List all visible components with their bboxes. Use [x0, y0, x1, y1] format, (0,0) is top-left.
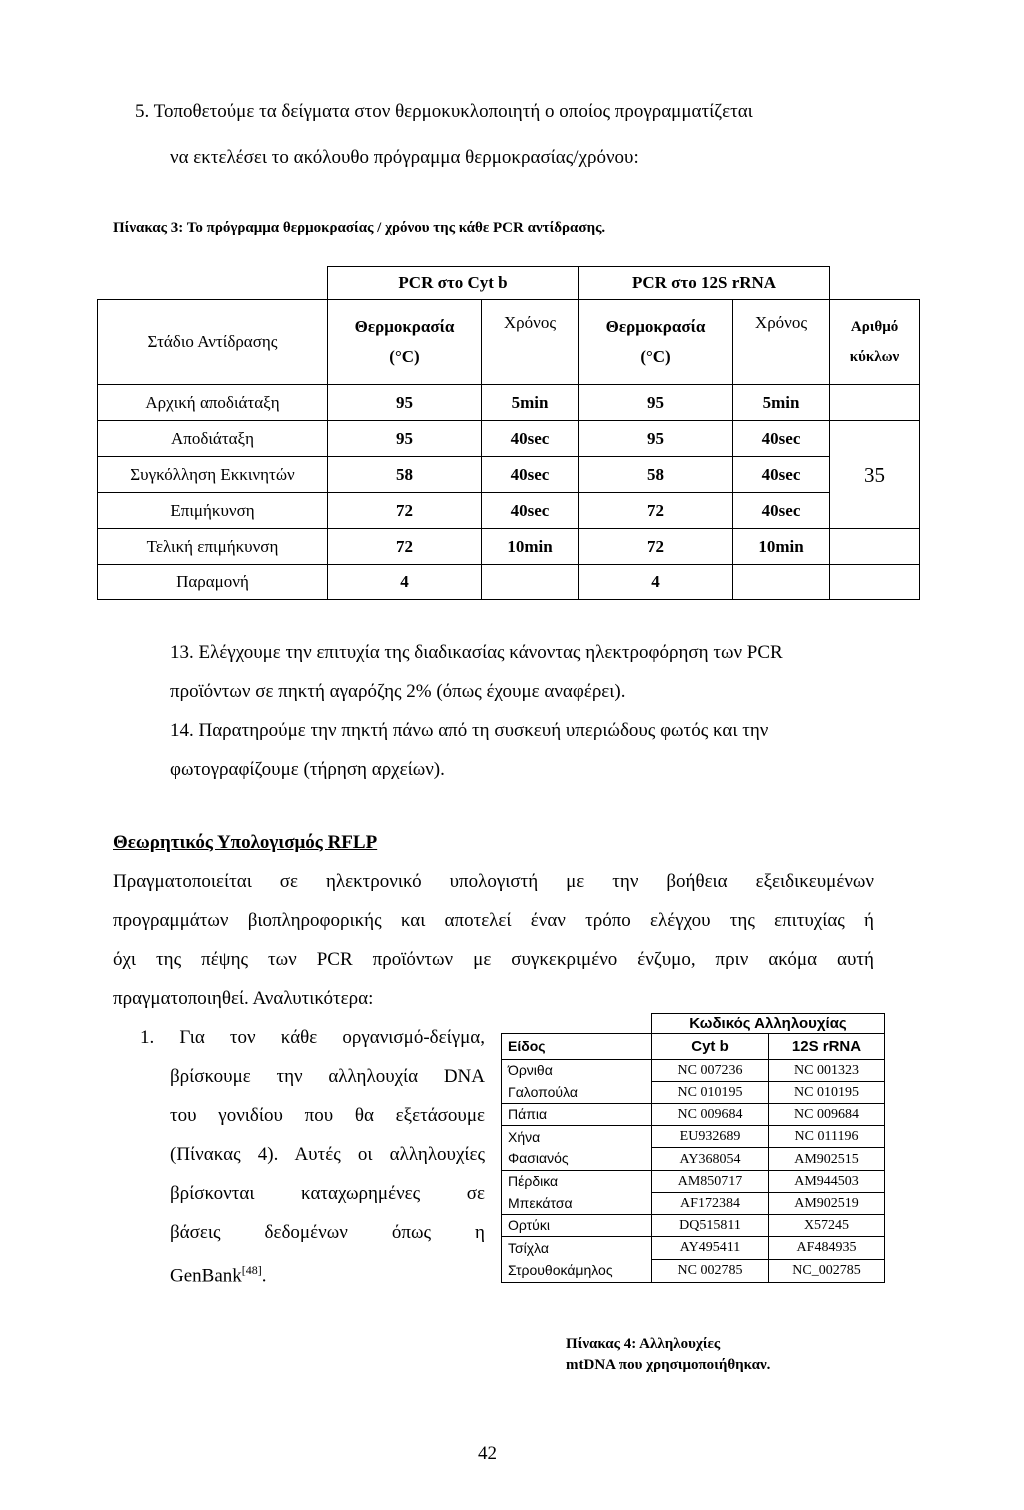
cytb-code-cell: AY495411: [652, 1237, 769, 1259]
s12-code-cell: NC 009684: [769, 1103, 885, 1125]
rflp-paragraph-line-4: πραγματοποιηθεί. Αναλυτικότερα:: [113, 988, 374, 1009]
cytb-code-cell: AF172384: [652, 1192, 769, 1214]
cycles-empty-cell: [830, 565, 920, 600]
s12-code-cell: AM902515: [769, 1148, 885, 1170]
s12-code-cell: NC_002785: [769, 1259, 885, 1282]
col-header-12s: 12S rRNA: [769, 1034, 885, 1059]
time-cell: 40sec: [733, 493, 830, 529]
temp-unit: (°C): [389, 347, 420, 366]
item-1-line-1: 1. Για τον κάθε οργανισμό-δείγμα,: [140, 1027, 485, 1048]
table-corner: [98, 267, 328, 300]
temp-cell: 58: [328, 457, 482, 493]
step-14-line-2: φωτογραφίζουμε (τήρηση αρχείων).: [170, 759, 445, 780]
item-1-line-6: βάσεις δεδομένων όπως η: [170, 1222, 485, 1243]
col-header-cytb: Cyt b: [652, 1034, 769, 1059]
species-cell: Τσίχλα: [502, 1237, 652, 1259]
species-cell: Ορτύκι: [502, 1215, 652, 1237]
time-cell: 40sec: [733, 421, 830, 457]
species-cell: Όρνιθα: [502, 1059, 652, 1081]
temp-cell: 95: [579, 385, 733, 421]
stage-cell: Αποδιάταξη: [98, 421, 328, 457]
step-13-line-2: προϊόντων σε πηκτή αγαρόζης 2% (όπως έχουμε αναφέρει).: [170, 681, 626, 702]
temp-cell: 95: [328, 385, 482, 421]
cycles-value: 35: [830, 421, 920, 529]
temp-label: Θερμοκρασία: [354, 317, 455, 336]
s12-code-cell: X57245: [769, 1215, 885, 1237]
cytb-code-cell: AM850717: [652, 1170, 769, 1192]
temp-cell: 4: [579, 565, 733, 600]
temp-cell: 72: [579, 493, 733, 529]
time-cell: 40sec: [482, 457, 579, 493]
cytb-code-cell: NC 009684: [652, 1103, 769, 1125]
time-cell: 40sec: [482, 493, 579, 529]
table-4-corner: [502, 1014, 652, 1034]
col-header-time-cytb: Χρόνος: [482, 300, 579, 385]
genbank-text: GenBank: [170, 1265, 242, 1287]
col-header-stage: Στάδιο Αντίδρασης: [98, 300, 328, 385]
rflp-paragraph-line-2: προγραμμάτων βιοπληροφορικής και αποτελεί έναν τρόπο ελέγχου της επιτυχίας ή: [113, 910, 874, 931]
species-cell: Γαλοπούλα: [502, 1081, 652, 1103]
group-header-12s: PCR στο 12S rRNA: [579, 267, 830, 300]
cycles-empty-cell: [830, 529, 920, 565]
temp-cell: 58: [579, 457, 733, 493]
stage-cell: Συγκόλληση Εκκινητών: [98, 457, 328, 493]
page-number: 42: [478, 1443, 497, 1464]
table-4-caption-line-2: mtDNA που χρησιμοποιήθηκαν.: [566, 1357, 771, 1373]
genbank-period: .: [261, 1265, 267, 1287]
cytb-code-cell: EU932689: [652, 1126, 769, 1148]
time-cell: 10min: [733, 529, 830, 565]
rflp-paragraph-line-1: Πραγματοποιείται σε ηλεκτρονικό υπολογιστή με την βοήθεια εξειδικευμένων: [113, 871, 874, 892]
temp-cell: 72: [328, 493, 482, 529]
step-5-line-1: 5. Τοποθετούμε τα δείγματα στον θερμοκυκλοποιητή ο οποίος προγραμματίζεται: [135, 101, 753, 122]
group-header-cytb: PCR στο Cyt b: [328, 267, 579, 300]
time-cell: 40sec: [733, 457, 830, 493]
item-1-line-3: του γονιδίου που θα εξετάσουμε: [170, 1105, 485, 1126]
table-3-caption: Πίνακας 3: Το πρόγραμμα θερμοκρασίας / χρόνου της κάθε PCR αντίδρασης.: [113, 220, 606, 236]
step-5-line-2: να εκτελέσει το ακόλουθο πρόγραμμα θερμοκρασίας/χρόνου:: [170, 147, 639, 168]
species-cell: Πέρδικα: [502, 1170, 652, 1192]
table-corner-right: [830, 267, 920, 300]
item-1-line-4: (Πίνακας 4). Αυτές οι αλληλουχίες: [170, 1144, 485, 1165]
s12-code-cell: AM944503: [769, 1170, 885, 1192]
col-header-temp-12s: [579, 300, 733, 385]
s12-code-cell: AF484935: [769, 1237, 885, 1259]
cytb-code-cell: DQ515811: [652, 1215, 769, 1237]
species-cell: Μπεκάτσα: [502, 1192, 652, 1214]
pcr-program-table: [97, 266, 920, 600]
time-cell: 40sec: [482, 421, 579, 457]
temp-cell: 72: [328, 529, 482, 565]
group-header-sequence-code: Κωδικός Αλληλουχίας: [652, 1014, 885, 1034]
rflp-paragraph-line-3: όχι της πέψης των PCR προϊόντων με συγκεκριμένο ένζυμο, πριν ακόμα αυτή: [113, 949, 874, 970]
table-4-caption-line-1: Πίνακας 4: Αλληλουχίες: [566, 1336, 721, 1352]
item-1-line-2: βρίσκουμε την αλληλουχία DNA: [170, 1066, 485, 1087]
rflp-heading: Θεωρητικός Υπολογισμός RFLP: [113, 832, 378, 853]
species-cell: Χήνα: [502, 1126, 652, 1148]
cytb-code-cell: NC 002785: [652, 1259, 769, 1282]
temp-cell: 95: [579, 421, 733, 457]
species-cell: Στρουθοκάμηλος: [502, 1259, 652, 1282]
s12-code-cell: NC 001323: [769, 1059, 885, 1081]
time-cell: 5min: [482, 385, 579, 421]
temp-cell: 72: [579, 529, 733, 565]
cytb-code-cell: NC 007236: [652, 1059, 769, 1081]
time-cell: [482, 565, 579, 600]
stage-cell: Παραμονή: [98, 565, 328, 600]
col-header-species: Είδος: [502, 1034, 652, 1059]
stage-cell: Τελική επιμήκυνση: [98, 529, 328, 565]
col-header-temp-cytb: [328, 300, 482, 385]
time-cell: 10min: [482, 529, 579, 565]
s12-code-cell: AM902519: [769, 1192, 885, 1214]
stage-cell: Αρχική αποδιάταξη: [98, 385, 328, 421]
col-header-time-12s: Χρόνος: [733, 300, 830, 385]
mtdna-sequences-table: [501, 1013, 885, 1283]
cytb-code-cell: AY368054: [652, 1148, 769, 1170]
cycles-label: Αριθμό: [850, 319, 899, 335]
time-cell: 5min: [733, 385, 830, 421]
step-14-line-1: 14. Παρατηρούμε την πηκτή πάνω από τη συσκευή υπεριώδους φωτός και την: [170, 720, 769, 741]
item-1-line-7: [170, 1260, 267, 1286]
s12-code-cell: NC 010195: [769, 1081, 885, 1103]
cycles-empty-cell: [830, 385, 920, 421]
stage-cell: Επιμήκυνση: [98, 493, 328, 529]
genbank-reference: [48]: [241, 1263, 262, 1277]
step-13-line-1: 13. Ελέγχουμε την επιτυχία της διαδικασίας κάνοντας ηλεκτροφόρηση των PCR: [170, 642, 783, 663]
col-header-cycles: [830, 300, 920, 385]
temp-cell: 4: [328, 565, 482, 600]
item-1-line-5: βρίσκονται καταχωρημένες σε: [170, 1183, 485, 1204]
species-cell: Φασιανός: [502, 1148, 652, 1170]
temp-unit: (°C): [640, 347, 671, 366]
time-cell: [733, 565, 830, 600]
species-cell: Πάπια: [502, 1103, 652, 1125]
s12-code-cell: NC 011196: [769, 1126, 885, 1148]
temp-cell: 95: [328, 421, 482, 457]
cytb-code-cell: NC 010195: [652, 1081, 769, 1103]
cycles-label-2: κύκλων: [849, 349, 900, 365]
temp-label: Θερμοκρασία: [605, 317, 706, 336]
